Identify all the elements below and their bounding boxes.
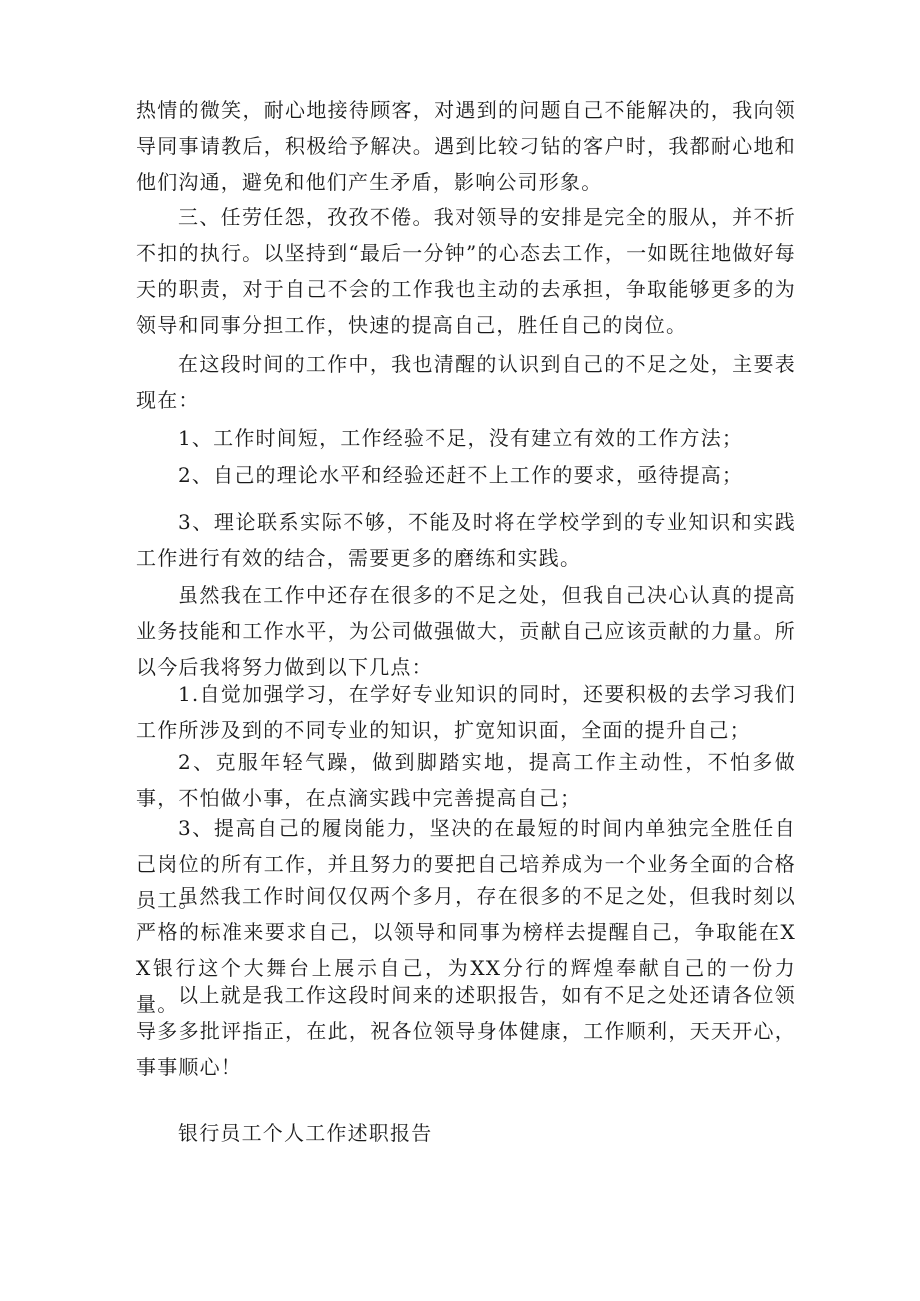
document-title: 银行员工个人工作述职报告 — [178, 1121, 433, 1145]
plan-item-3: 3、提高自己的履岗能力，坚决的在最短的时间内单独完全胜任自己岗位的所有工作，并且努力的要把自己培养成为一个业务全面的合格员工。 — [136, 816, 796, 912]
paragraph-5: 虽然我工作时间仅仅两个多月，存在很多的不足之处，但我时刻以严格的标准来要求自己，以领导和同事为榜样去提醒自己，争取能在XX银行这个大舞台上展示自己，为XX分行的辉煌奉献自己的一份力量。 — [136, 884, 796, 1016]
paragraph-4: 虽然我在工作中还存在很多的不足之处，但我自己决心认真的提高业务技能和工作水平，为公司做强做大，贡献自己应该贡献的力量。所以今后我将努力做到以下几点： — [136, 583, 796, 679]
plan-item-1: 1.自觉加强学习，在学好专业知识的同时，还要积极的去学习我们工作所涉及到的不同专业的知识，扩宽知识面，全面的提升自己； — [136, 682, 796, 742]
paragraph-3: 在这段时间的工作中，我也清醒的认识到自己的不足之处，主要表现在： — [136, 352, 796, 412]
list-item-1: 1、工作时间短，工作经验不足，没有建立有效的工作方法； — [178, 426, 744, 450]
paragraph-2: 三、任劳任怨，孜孜不倦。我对领导的安排是完全的服从，并不折不扣的执行。以坚持到“最后一分钟”的心态去工作，一如既往地做好每天的职责，对于自己不会的工作我也主动的去承担，争取能够更多的为领导和同事分担工作，快速的提高自己，胜任自己的岗位。 — [136, 205, 796, 337]
paragraph-6: 以上就是我工作这段时间来的述职报告，如有不足之处还请各位领导多多批评指正，在此，祝各位领导身体健康，工作顺利，天天开心，事事顺心！ — [136, 983, 796, 1079]
list-item-2: 2、自己的理论水平和经验还赶不上工作的要求，亟待提高； — [178, 463, 744, 487]
paragraph-1: 热情的微笑，耐心地接待顾客，对遇到的问题自己不能解决的，我向领导同事请教后，积极给予解决。遇到比较刁钻的客户时，我都耐心地和他们沟通，避免和他们产生矛盾，影响公司形象。 — [136, 98, 796, 194]
list-item-3: 3、理论联系实际不够，不能及时将在学校学到的专业知识和实践工作进行有效的结合，需要更多的磨练和实践。 — [136, 510, 796, 570]
plan-item-2: 2、克服年轻气躁，做到脚踏实地，提高工作主动性，不怕多做事，不怕做小事，在点滴实践中完善提高自己； — [136, 750, 796, 810]
